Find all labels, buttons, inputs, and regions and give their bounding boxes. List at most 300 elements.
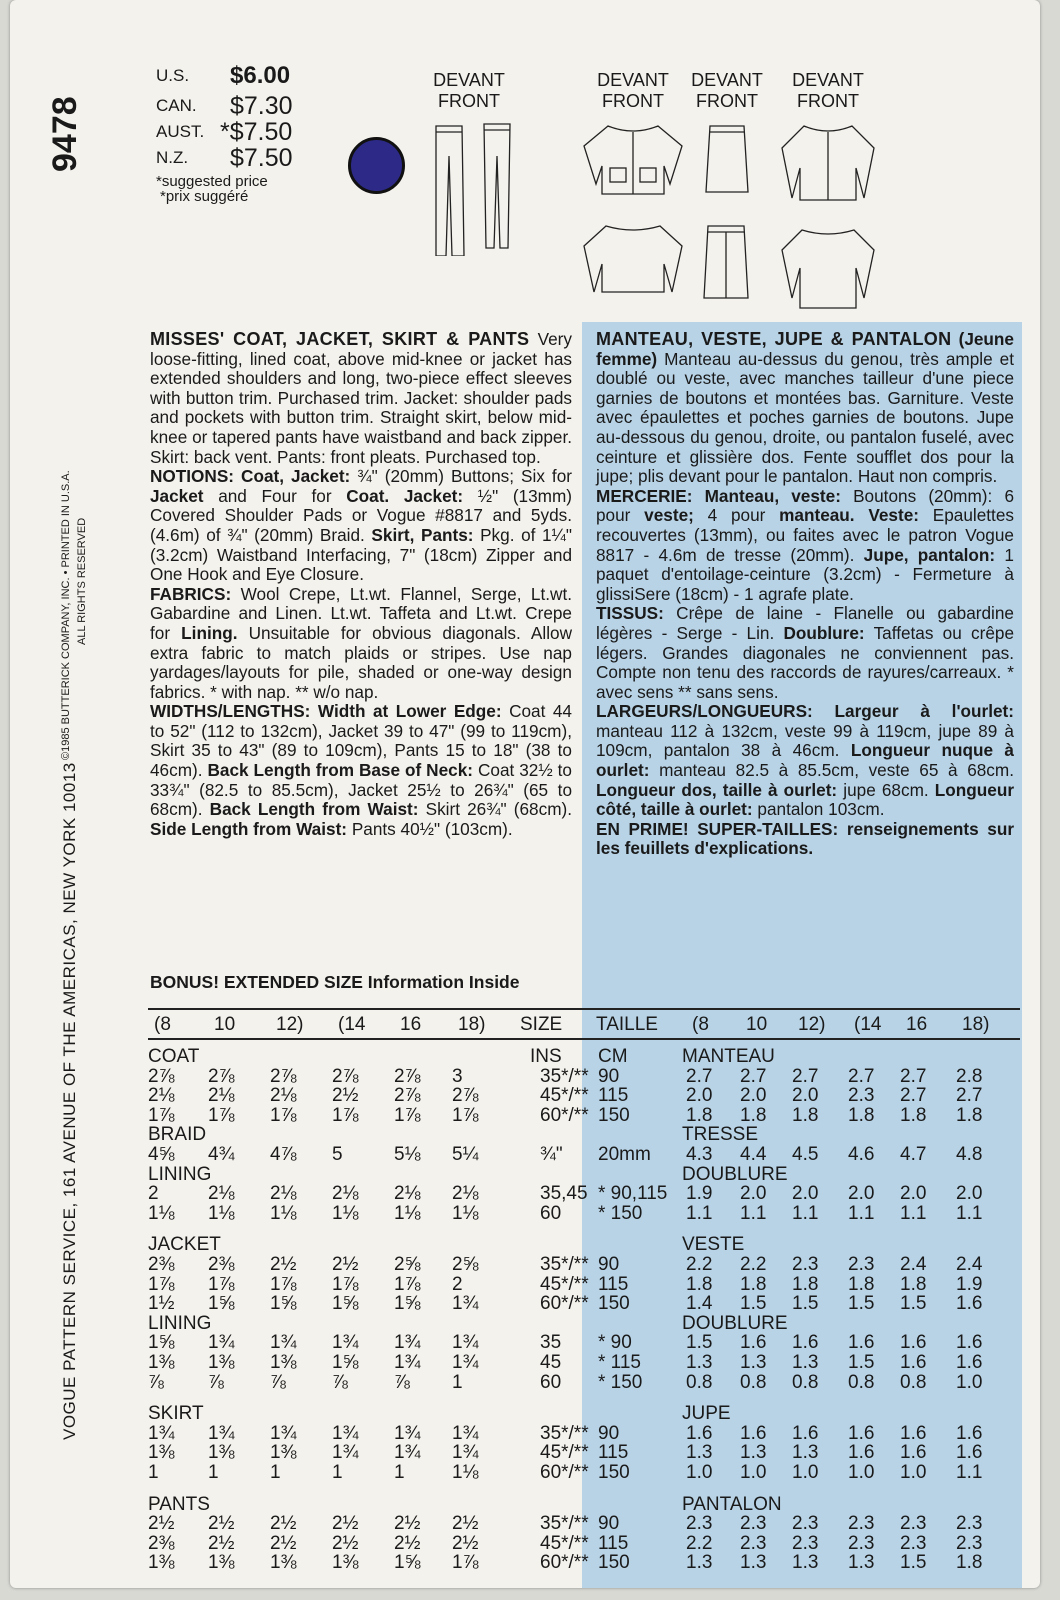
yardage-cell: 1¾ <box>452 1293 479 1315</box>
tissus-text: Crêpe de laine - Flanelle ou gabardine légères - Serge - Lin. <box>596 603 1014 643</box>
width-ins-cell: 60*/** <box>540 1462 589 1483</box>
meter-cell: 1.6 <box>900 1352 927 1373</box>
yardage-cell: 2⅞ <box>394 1065 421 1087</box>
yardage-cell: 1½ <box>148 1293 175 1315</box>
meter-cell: 0.8 <box>900 1371 927 1393</box>
yardage-cell: 1¾ <box>208 1332 235 1354</box>
yardage-cell: 1 <box>452 1371 463 1393</box>
figure-coat <box>778 70 878 316</box>
size-header-cell: (8 <box>154 1014 171 1035</box>
figure-label-front: FRONT <box>696 91 758 111</box>
mercerie-text: Epaulettes recouvertes (13mm), ou faites avec le patron Vogue 8817 - 4.6m de tresse (20mm). <box>596 505 1014 565</box>
prime-heading: EN PRIME! SUPER-TAILLES: <box>596 818 839 839</box>
meter-cell: 1.6 <box>792 1422 819 1444</box>
width-cm-cell: * 150 <box>598 1371 643 1393</box>
price-value: $7.30 <box>230 92 293 120</box>
width-ins-cell: 60 <box>540 1202 562 1224</box>
size-header-cell: 18) <box>458 1014 486 1035</box>
meter-cell: 2.0 <box>900 1183 927 1205</box>
yardage-cell: 5⅛ <box>394 1144 421 1165</box>
chart-row <box>148 1332 1028 1352</box>
meter-cell: 2.3 <box>740 1513 767 1535</box>
meter-cell: 1.5 <box>740 1293 767 1315</box>
yardage-cell: 2⅛ <box>394 1183 421 1205</box>
yardage-cell: 1⅛ <box>452 1202 479 1224</box>
meter-cell: 1.8 <box>848 1273 875 1295</box>
price-label: N.Z. <box>156 148 189 167</box>
chart-header-row <box>148 1014 1028 1034</box>
meter-cell: 2.3 <box>900 1532 927 1554</box>
yardage-cell: 1¾ <box>332 1332 359 1354</box>
meter-cell: 2.3 <box>848 1513 875 1535</box>
back-length-text: Coat 32½ to 33¾" (82.5 to 85.5cm), Jacket 25½ to 26¾" (65 to 68cm). <box>150 760 572 820</box>
meter-cell: 2.3 <box>792 1513 819 1535</box>
chart-section-heading <box>148 1313 1028 1333</box>
yardage-cell: 2⅛ <box>452 1183 479 1205</box>
width-cm-cell: 115 <box>598 1273 629 1295</box>
meter-cell: 2.8 <box>956 1065 983 1087</box>
figure-pants <box>414 70 524 256</box>
meter-cell: 1.6 <box>956 1352 983 1373</box>
size-header-cell: 12) <box>276 1014 304 1035</box>
width-cm-cell: 115 <box>598 1532 629 1554</box>
fabrics-text: Wool Crepe, Lt.wt. Flannel, Serge, Lt.wt. Gabardine and Linen. Lt.wt. Taffeta and Lt.wt. Crepe for <box>150 583 572 643</box>
yardage-cell: 1⅜ <box>208 1552 235 1574</box>
price-note-fr: *prix suggéré <box>160 188 249 205</box>
chart-row <box>148 1462 1028 1482</box>
width-ins-cell: 60*/** <box>540 1293 589 1315</box>
price-label: U.S. <box>156 66 190 85</box>
taille-header-cell: 10 <box>746 1014 768 1035</box>
english-title: MISSES' COAT, JACKET, SKIRT & PANTS <box>150 329 530 349</box>
meter-cell: 1.6 <box>740 1332 767 1354</box>
yardage-cell: 2½ <box>332 1085 359 1107</box>
yardage-cell: 2⅜ <box>148 1532 175 1554</box>
meter-cell: 2.0 <box>956 1183 983 1205</box>
chart-row <box>148 1085 1028 1105</box>
yardage-cell: 1⅞ <box>270 1273 297 1295</box>
meter-cell: 2.3 <box>956 1513 983 1535</box>
meter-cell: 2.7 <box>740 1065 767 1087</box>
yardage-cell: 1 <box>208 1462 219 1483</box>
meter-cell: 1.5 <box>848 1293 875 1315</box>
chart-section-heading <box>148 1403 1028 1423</box>
width-cm-cell: 90 <box>598 1065 620 1087</box>
section-label-en: SKIRT <box>148 1403 204 1425</box>
ins-unit-label: INS <box>530 1046 562 1067</box>
meter-cell: 1.3 <box>686 1352 713 1373</box>
meter-cell: 2.3 <box>740 1532 767 1554</box>
taille-header-cell: 18) <box>962 1014 990 1035</box>
section-label-en: LINING <box>148 1312 212 1334</box>
mercerie-veste: Veste: <box>868 505 919 526</box>
width-cm-cell: 90 <box>598 1254 620 1275</box>
chart-row <box>148 1423 1028 1443</box>
meter-cell: 0.8 <box>686 1371 713 1393</box>
yardage-cell: 2⅛ <box>270 1183 297 1205</box>
pattern-number: 9478 <box>46 96 84 172</box>
dos-text: jupe 68cm. <box>843 779 929 800</box>
meter-cell: 4.3 <box>686 1144 713 1165</box>
meter-cell: 1.3 <box>792 1552 819 1574</box>
yardage-cell: 1⅜ <box>208 1352 235 1373</box>
copyright-line: ©1985 BUTTERICK COMPANY, INC. • PRINTED IN U.S.A. <box>60 470 72 760</box>
section-label-fr: MANTEAU <box>682 1046 775 1067</box>
meter-cell: 1.3 <box>686 1442 713 1464</box>
meter-cell: 1.0 <box>956 1371 983 1393</box>
meter-cell: 2.7 <box>900 1065 927 1087</box>
meter-cell: 2.3 <box>792 1532 819 1554</box>
fabrics-lining: Lining. <box>181 622 238 643</box>
section-label-fr: VESTE <box>682 1234 745 1256</box>
nuque-heading: Longueur nuque à ourlet: <box>596 740 1014 781</box>
meter-cell: 1.6 <box>792 1332 819 1354</box>
meter-cell: 1.0 <box>900 1462 927 1483</box>
yardage-cell: 3 <box>452 1065 463 1087</box>
meter-cell: 1.3 <box>740 1442 767 1464</box>
yardage-cell: ⅞ <box>332 1371 348 1393</box>
yardage-cell: 1⅞ <box>208 1104 235 1126</box>
meter-cell: 4.7 <box>900 1144 927 1165</box>
meter-cell: 2.0 <box>740 1183 767 1205</box>
price-list <box>148 62 328 204</box>
chart-section-heading <box>148 1494 1028 1514</box>
yardage-cell: 1⅞ <box>148 1104 175 1126</box>
yardage-cell: ⅞ <box>148 1371 164 1393</box>
yardage-cell: 1⅜ <box>208 1442 235 1464</box>
notions-coat: Coat. <box>346 485 390 506</box>
tissus-text: Taffetas ou crêpe légers. Grandes diagonales ne conviennent pas. Compte non tenu des raccords de rayures/carreaux. * avec sens ** sans sens. <box>596 622 1015 702</box>
yardage-cell: 5 <box>332 1144 343 1165</box>
widths-text: Coat 44 to 52" (112 to 132cm), Jacket 39 to 47" (99 to 119cm), Skirt 35 to 43" (89 to 109cm), Pants 15 to 18" (38 to 46cm). <box>150 701 572 781</box>
meter-cell: 4.6 <box>848 1144 875 1165</box>
yardage-cell: 1¾ <box>394 1422 421 1444</box>
meter-cell: 1.0 <box>686 1462 713 1483</box>
yardage-cell: 1 <box>148 1462 159 1483</box>
width-ins-cell: 45*/** <box>540 1532 589 1554</box>
meter-cell: 1.3 <box>792 1352 819 1373</box>
yardage-cell: 2⅛ <box>148 1085 175 1107</box>
width-cm-cell: 150 <box>598 1552 630 1574</box>
meter-cell: 1.6 <box>740 1422 767 1444</box>
side-length-heading: Side Length from Waist: <box>150 818 348 839</box>
meter-cell: 2.0 <box>740 1085 767 1107</box>
meter-cell: 0.8 <box>740 1371 767 1393</box>
width-ins-cell: 45*/** <box>540 1273 589 1295</box>
mercerie-text: 4 pour <box>707 505 766 526</box>
yardage-cell: 2 <box>452 1273 463 1295</box>
width-cm-cell: 90 <box>598 1513 620 1535</box>
yardage-cell: 1¾ <box>270 1332 297 1354</box>
cote-heading: Longueur côté, taille à ourlet: <box>596 779 1015 820</box>
yardage-cell: 1 <box>270 1462 281 1483</box>
yardage-cell: 2⅝ <box>394 1254 421 1275</box>
skirt-sketch-icon <box>682 116 772 306</box>
yardage-cell: 1⅞ <box>208 1273 235 1295</box>
chart-row <box>148 1352 1028 1372</box>
section-label-en: PANTS <box>148 1493 210 1515</box>
yardage-cell: 1⅞ <box>148 1273 175 1295</box>
figure-label-devant: DEVANT <box>597 70 669 90</box>
chart-row <box>148 1203 1028 1223</box>
yardage-cell: 2½ <box>332 1532 359 1554</box>
yardage-cell: 1⅞ <box>394 1273 421 1295</box>
meter-cell: 1.6 <box>848 1422 875 1444</box>
yardage-cell: 2½ <box>332 1254 359 1275</box>
section-label-fr: TRESSE <box>682 1124 759 1146</box>
envelope-spine <box>28 0 128 1588</box>
yardage-cell: 2½ <box>452 1532 479 1554</box>
yardage-cell: 1⅛ <box>148 1202 175 1224</box>
yardage-cell: 1⅝ <box>332 1293 359 1315</box>
width-ins-cell: 35,45 <box>540 1183 588 1205</box>
yardage-cell: 1¾ <box>452 1442 479 1464</box>
price-note-en: *suggested price <box>156 173 268 190</box>
english-description: Very loose-fitting, lined coat, above mid-knee or jacket has extended shoulders and long, two-piece effect sleeves with button trim. Purchased trim. Jacket: shoulder pads and pockets with button trim. Straight skirt, below mid-knee or tapered pants have waistband and back zipper. Skirt: back vent. Pants: front pleats. Purchased top. <box>150 329 572 467</box>
yardage-cell: 1⅛ <box>452 1462 479 1483</box>
cote-text: pantalon 103cm. <box>757 799 885 820</box>
tissus-doublure: Doublure: <box>783 622 865 643</box>
width-cm-cell: 20mm <box>598 1144 651 1165</box>
price-row-aust <box>148 118 328 144</box>
back-waist-text: Skirt 26¾" (68cm). <box>425 799 573 820</box>
side-length-text: Pants 40½" (103cm). <box>351 818 513 839</box>
width-ins-cell: 35*/** <box>540 1513 589 1535</box>
yardage-cell: 2½ <box>208 1532 235 1554</box>
yardage-cell: 1⅛ <box>270 1202 297 1224</box>
yardage-cell: 1⅛ <box>208 1202 235 1224</box>
widths-heading: WIDTHS/LENGTHS: Width at Lower Edge: <box>150 701 502 722</box>
meter-cell: 1.1 <box>740 1202 767 1224</box>
yardage-cell: 1 <box>394 1462 405 1483</box>
yardage-cell: 2½ <box>148 1513 175 1535</box>
figure-jacket <box>578 70 688 306</box>
french-title: MANTEAU, VESTE, JUPE & PANTALON <box>596 329 952 349</box>
meter-cell: 1.1 <box>900 1202 927 1224</box>
meter-cell: 1.0 <box>848 1462 875 1483</box>
back-length-heading: Back Length from Base of Neck: <box>207 760 473 781</box>
yardage-cell: 1¾ <box>452 1332 479 1354</box>
figure-label-front: FRONT <box>602 91 664 111</box>
french-description: Manteau au-dessus du genou, très ample et doublé ou veste, avec manches tailleur d'une piece garnies de boutons et montées bas. Garniture. Veste avec épaulettes et poches garnies de boutons. Jupe au-dessous du genou, droite, ou pantalon fuselé, avec ceinture et glissière dos. Fente soufflet dos pour la jupe; plis devant pour le pantalon. Haut non compris. <box>596 348 1014 487</box>
meter-cell: 1.9 <box>956 1273 983 1295</box>
meter-cell: 1.6 <box>848 1442 875 1464</box>
meter-cell: 2.0 <box>686 1085 713 1107</box>
notions-text: and Four for <box>218 485 332 506</box>
yardage-cell: 1⅞ <box>270 1104 297 1126</box>
width-ins-cell: 35*/** <box>540 1422 589 1444</box>
yardage-cell: 2⅞ <box>394 1085 421 1107</box>
yardage-cell: 1⅝ <box>270 1293 297 1315</box>
yardage-cell: 1⅜ <box>148 1552 175 1574</box>
meter-cell: 1.8 <box>740 1273 767 1295</box>
yardage-cell: 4¾ <box>208 1144 235 1165</box>
yardage-cell: ⅞ <box>208 1371 224 1393</box>
chart-row <box>148 1066 1028 1086</box>
chart-section-heading <box>148 1124 1028 1144</box>
taille-header-label: TAILLE <box>596 1014 658 1035</box>
yardage-cell: 1⅞ <box>394 1104 421 1126</box>
meter-cell: 1.6 <box>956 1422 983 1444</box>
yardage-cell: 1⅝ <box>148 1332 175 1354</box>
yardage-cell: 2⅝ <box>452 1254 479 1275</box>
meter-cell: 1.3 <box>740 1352 767 1373</box>
meter-cell: 1.1 <box>686 1202 713 1224</box>
yardage-cell: 1 <box>332 1462 343 1483</box>
chart-rule <box>148 1038 1020 1040</box>
meter-cell: 2.3 <box>848 1532 875 1554</box>
yardage-cell: 2⅛ <box>208 1183 235 1205</box>
meter-cell: 1.0 <box>740 1462 767 1483</box>
meter-cell: 2.7 <box>900 1085 927 1107</box>
pants-sketch-icon <box>414 116 524 256</box>
meter-cell: 1.8 <box>740 1104 767 1126</box>
meter-cell: 4.5 <box>792 1144 819 1165</box>
yardage-cell: 1⅜ <box>270 1552 297 1574</box>
yardage-cell: 2⅞ <box>270 1065 297 1087</box>
meter-cell: 2.4 <box>956 1254 983 1275</box>
meter-cell: 1.6 <box>900 1442 927 1464</box>
color-swatch-dot <box>348 137 405 194</box>
publisher-address: VOGUE PATTERN SERVICE, 161 AVENUE OF THE AMERICAS, NEW YORK 10013 <box>60 762 79 1440</box>
yardage-cell: ⅞ <box>394 1371 410 1393</box>
yardage-cell: 1⅜ <box>148 1352 175 1373</box>
notions-text: ½" (13mm) Covered Shoulder Pads or Vogue #8817 and 5yds. (4.6m) of ¾" (20mm) Braid. <box>150 485 573 545</box>
back-waist-heading: Back Length from Waist: <box>209 799 419 820</box>
meter-cell: 1.8 <box>686 1273 713 1295</box>
chart-row <box>148 1533 1028 1553</box>
meter-cell: 1.5 <box>900 1552 927 1574</box>
chart-row <box>148 1274 1028 1294</box>
yardage-cell: 1⅜ <box>332 1552 359 1574</box>
yardage-cell: 1⅞ <box>332 1104 359 1126</box>
meter-cell: 1.3 <box>848 1552 875 1574</box>
meter-cell: 2.2 <box>686 1532 713 1554</box>
meter-cell: 1.6 <box>900 1332 927 1354</box>
size-header-cell: (14 <box>338 1014 366 1035</box>
section-label-fr: DOUBLURE <box>682 1163 788 1185</box>
figure-label-devant: DEVANT <box>792 70 864 90</box>
meter-cell: 1.8 <box>792 1104 819 1126</box>
fabrics-heading: FABRICS: <box>150 583 232 604</box>
meter-cell: 2.3 <box>900 1513 927 1535</box>
price-value: *$7.50 <box>220 118 293 146</box>
mercerie-veste: veste; <box>644 505 694 526</box>
mercerie-text: Boutons (20mm): 6 pour <box>596 485 1015 526</box>
meter-cell: 1.8 <box>686 1104 713 1126</box>
meter-cell: 1.6 <box>900 1422 927 1444</box>
yardage-cell: 1⅝ <box>332 1352 359 1373</box>
yardage-cell: 2⅛ <box>332 1183 359 1205</box>
chart-row <box>148 1372 1028 1392</box>
yardage-cell: 1¾ <box>452 1352 479 1373</box>
meter-cell: 1.1 <box>848 1202 875 1224</box>
taille-header-cell: 12) <box>798 1014 826 1035</box>
meter-cell: 1.4 <box>686 1293 713 1315</box>
largeurs-text: manteau 112 à 132cm, veste 99 à 119cm, jupe 89 à 109cm, pantalon 38 à 46cm. <box>596 720 1014 761</box>
chart-row <box>148 1183 1028 1203</box>
yardage-cell: 1¾ <box>394 1442 421 1464</box>
yardage-cell: 1⅜ <box>148 1442 175 1464</box>
meter-cell: 1.6 <box>956 1332 983 1354</box>
taille-header-cell: 16 <box>906 1014 928 1035</box>
width-cm-cell: 150 <box>598 1104 630 1126</box>
width-cm-cell: 90 <box>598 1422 620 1444</box>
yardage-cell: 1⅛ <box>332 1202 359 1224</box>
size-header-cell: 16 <box>400 1014 422 1035</box>
chart-section-heading <box>148 1234 1028 1254</box>
yardage-cell: 1¾ <box>394 1332 421 1354</box>
width-cm-cell: 150 <box>598 1293 630 1315</box>
width-ins-cell: 45*/** <box>540 1085 589 1107</box>
yardage-cell: 2⅞ <box>148 1065 175 1087</box>
section-label-en: BRAID <box>148 1124 207 1146</box>
yardage-cell: 2½ <box>270 1254 297 1275</box>
size-header-label: SIZE <box>520 1014 563 1035</box>
chart-row <box>148 1105 1028 1125</box>
width-cm-cell: 115 <box>598 1085 629 1107</box>
yardage-cell: 1⅝ <box>208 1293 235 1315</box>
notions-jacket: Jacket: <box>403 485 464 506</box>
meter-cell: 2.2 <box>686 1254 713 1275</box>
yardage-cell: 2½ <box>394 1513 421 1535</box>
notions-jacket: Jacket <box>150 485 204 506</box>
width-cm-cell: * 90,115 <box>598 1183 668 1205</box>
width-ins-cell: 60*/** <box>540 1104 589 1126</box>
yardage-cell: 5¼ <box>452 1144 479 1165</box>
yardage-cell: 2⅛ <box>270 1085 297 1107</box>
bonus-note: BONUS! EXTENDED SIZE Information Inside <box>150 972 520 992</box>
section-label-en: LINING <box>148 1163 212 1185</box>
yardage-cell: ⅞ <box>270 1371 286 1393</box>
yardage-cell: 1⅞ <box>452 1104 479 1126</box>
notions-heading: NOTIONS: <box>150 466 235 487</box>
meter-cell: 1.6 <box>686 1422 713 1444</box>
yardage-cell: 2½ <box>270 1532 297 1554</box>
width-cm-cell: 115 <box>598 1442 629 1464</box>
meter-cell: 2.7 <box>956 1085 983 1107</box>
yardage-cell: 1⅝ <box>394 1552 421 1574</box>
tissus-heading: TISSUS: <box>596 603 664 624</box>
yardage-cell: 1¾ <box>332 1442 359 1464</box>
fabrics-text: Unsuitable for obvious diagonals. Allow extra fabric to match plaids or stripes. Use nap yardages/layouts for pile, shaded or one-way design fabrics. * with nap. ** w/o nap. <box>150 622 572 702</box>
yardage-cell: 2⅜ <box>208 1254 235 1275</box>
chart-row <box>148 1293 1028 1313</box>
width-ins-cell: 45 <box>540 1352 562 1373</box>
meter-cell: 1.3 <box>686 1552 713 1574</box>
yardage-cell: 2½ <box>394 1532 421 1554</box>
coat-sketch-icon <box>778 116 878 316</box>
meter-cell: 1.3 <box>740 1552 767 1574</box>
meter-cell: 2.7 <box>792 1065 819 1087</box>
nuque-text: manteau 82.5 à 85.5cm, veste 65 à 68cm. <box>659 760 1014 781</box>
width-cm-cell: * 90 <box>598 1332 632 1354</box>
notions-skirt-pants: Skirt, Pants: <box>371 524 474 545</box>
yardage-cell: 2⅜ <box>148 1254 175 1275</box>
figure-label-devant: DEVANT <box>691 70 763 90</box>
notions-coat-jacket: Coat, Jacket: <box>241 466 351 487</box>
meter-cell: 1.9 <box>686 1183 713 1205</box>
yardage-cell: 2½ <box>332 1513 359 1535</box>
meter-cell: 1.8 <box>956 1552 983 1574</box>
yardage-cell: 1¾ <box>452 1422 479 1444</box>
meter-cell: 1.8 <box>900 1104 927 1126</box>
price-row-can <box>148 92 328 118</box>
yardage-cell: 4⅝ <box>148 1144 175 1165</box>
yardage-cell: 1⅛ <box>394 1202 421 1224</box>
mercerie-manteau: manteau. <box>779 505 855 526</box>
meter-cell: 1.5 <box>848 1352 875 1373</box>
